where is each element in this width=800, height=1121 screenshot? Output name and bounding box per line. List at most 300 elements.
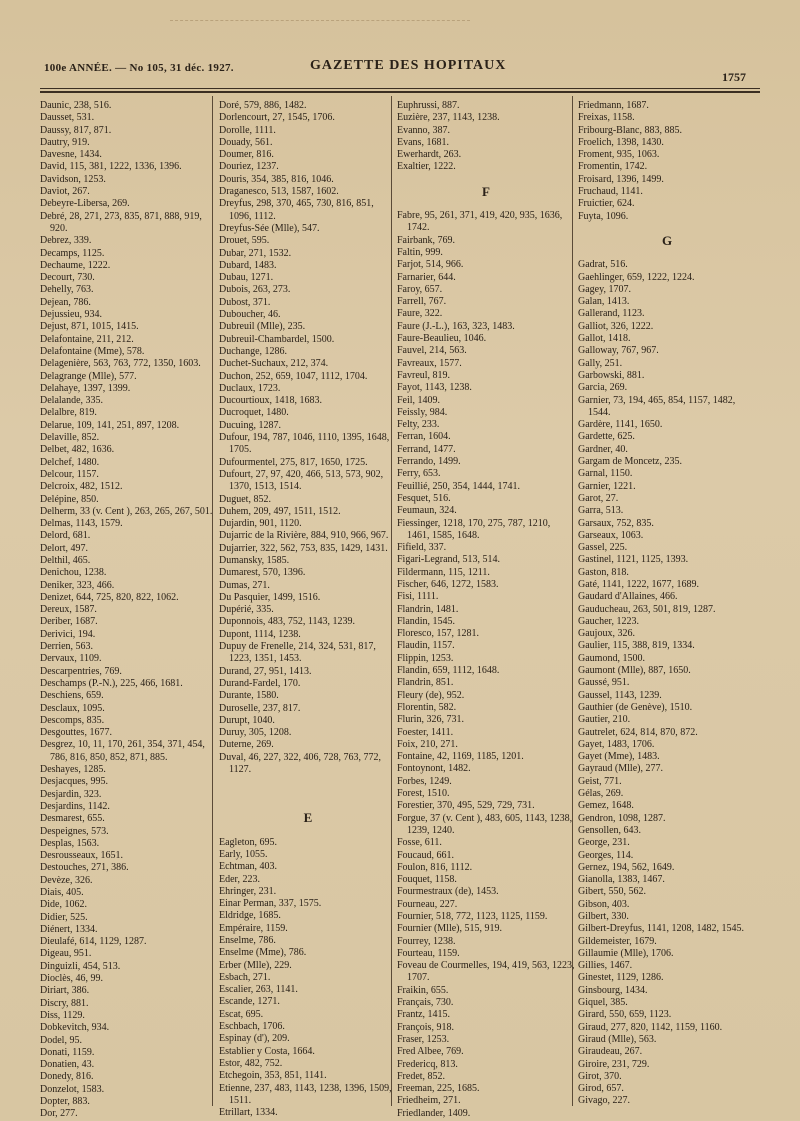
index-entry: Doré, 579, 886, 1482. <box>219 100 307 111</box>
index-entry: Fabre, 95, 261, 371, 419, 420, 935, 1636, 1742. <box>397 210 563 234</box>
index-entry: Esbach, 271. <box>219 971 271 983</box>
index-entry: Estor, 482, 752. <box>219 1057 283 1069</box>
index-entry: Dorlencourt, 27, 1545, 1706. <box>219 112 335 124</box>
index-entry: Gargam de Moncetz, 235. <box>578 456 682 468</box>
index-entry: Derivici, 194. <box>40 628 96 640</box>
index-entry: Freeman, 225, 1685. <box>397 1083 480 1095</box>
page-number: 1757 <box>722 70 746 84</box>
index-entry: Gaulier, 115, 388, 819, 1334. <box>578 640 695 652</box>
index-entry: Flaudin, 1157. <box>397 640 455 652</box>
index-entry: Ferrand, 1477. <box>397 443 456 455</box>
section-gap <box>219 825 397 837</box>
index-entry: Floresco, 157, 1281. <box>397 628 479 640</box>
index-entry: Garnier, 73, 194, 465, 854, 1157, 1482, 1544. <box>578 394 736 418</box>
index-entry: Fontoynont, 1482. <box>397 763 471 775</box>
index-entry: Fournier, 518, 772, 1123, 1125, 1159. <box>397 911 548 922</box>
index-entry: Gaussé, 951. <box>578 677 630 689</box>
index-entry: Establier y Costa, 1664. <box>219 1045 315 1057</box>
index-entry: Fesquet, 516. <box>397 492 451 504</box>
index-entry: Escande, 1271. <box>219 996 280 1008</box>
index-entry: Giroire, 231, 729. <box>578 1058 650 1070</box>
index-entry: Gayet (Mme), 1483. <box>578 751 660 763</box>
index-entry: Foester, 1411. <box>397 726 454 738</box>
index-entry: Douriez, 1237. <box>219 161 279 173</box>
index-entry: Gensollen, 643. <box>578 824 642 836</box>
index-entry: Gauducheau, 263, 501, 819, 1287. <box>578 603 716 615</box>
index-entry: Dausset, 531. <box>40 112 95 124</box>
index-entry: Dreyfus-Sée (Mlle), 547. <box>219 222 320 234</box>
index-entry: Gally, 251. <box>578 357 623 369</box>
index-entry: Dodel, 95. <box>40 1034 82 1046</box>
index-entry: Dubost, 371. <box>219 296 271 308</box>
index-entry: Devèze, 326. <box>40 874 93 886</box>
index-entry: Ferran, 1604. <box>397 431 451 443</box>
index-entry: Ewerhardt, 263. <box>397 149 462 161</box>
index-entry: Echtman, 403. <box>219 861 278 873</box>
index-entry: Debeyre-Libersa, 269. <box>40 198 130 210</box>
index-entry: Duguet, 852. <box>219 493 271 505</box>
section-gap <box>397 198 575 210</box>
index-entry: Decourt, 730. <box>40 272 95 284</box>
index-entry: Girard, 550, 659, 1123. <box>578 1009 672 1021</box>
index-entry: Douris, 354, 385, 816, 1046. <box>219 173 334 185</box>
index-entry: Flurin, 326, 731. <box>397 714 464 726</box>
index-entry: Derrien, 563. <box>40 641 94 653</box>
section-letter: G <box>661 232 673 248</box>
index-entry: Feil, 1409. <box>397 394 441 406</box>
index-entry: Durante, 1580. <box>219 690 279 702</box>
index-entry: Du Pasquier, 1499, 1516. <box>219 591 321 603</box>
index-entry: Français, 730. <box>397 997 454 1009</box>
index-entry: Donatien, 43. <box>40 1059 95 1071</box>
index-entry: Friedlander, 1409. <box>397 1107 471 1119</box>
index-entry: Daunic, 238, 516. <box>40 100 112 111</box>
index-entry: Delherm, 33 (v. Cent ), 263, 265, 267, 501. <box>40 505 213 517</box>
index-entry: Euzière, 237, 1143, 1238. <box>397 112 500 124</box>
index-entry: Gautier, 210. <box>578 714 631 726</box>
index-entry: Garsaux, 752, 835. <box>578 517 654 529</box>
index-entry: Delord, 681. <box>40 530 91 542</box>
index-entry: Gilbert-Dreyfus, 1141, 1208, 1482, 1545. <box>578 923 744 935</box>
index-entry: Giquel, 385. <box>578 997 628 1009</box>
index-entry: Davesne, 1434. <box>40 149 102 161</box>
index-entry: Garra, 513. <box>578 505 624 517</box>
index-entry: Delarue, 109, 141, 251, 897, 1208. <box>40 419 180 431</box>
index-entry: Gardère, 1141, 1650. <box>578 419 663 431</box>
index-entry: Forestier, 370, 495, 529, 729, 731. <box>397 800 535 812</box>
index-entry: Debré, 28, 271, 273, 835, 871, 888, 919, 920. <box>40 210 202 234</box>
index-entry: Dejean, 786. <box>40 296 91 308</box>
index-entry: Florentin, 582. <box>397 701 457 713</box>
index-entry: Desmarest, 655. <box>40 813 105 825</box>
index-entry: Fauvel, 214, 563. <box>397 345 467 357</box>
index-entry: Descomps, 835. <box>40 714 105 726</box>
index-entry: Galliot, 326, 1222. <box>578 320 654 332</box>
index-entry: Faure-Beaulieu, 1046. <box>397 333 487 345</box>
index-entry: Desrousseaux, 1651. <box>40 850 124 862</box>
index-entry: Dopter, 883. <box>40 1096 90 1108</box>
index-entry: Gilbert, 330. <box>578 911 629 922</box>
journal-title: GAZETTE DES HOPITAUX <box>310 58 507 73</box>
index-entry: Dieulafé, 614, 1129, 1287. <box>40 936 147 948</box>
index-entry: Dufourmentel, 275, 817, 1650, 1725. <box>219 456 368 468</box>
index-entry: Desplas, 1563. <box>40 837 100 849</box>
index-entry: Dor, 277. <box>40 1108 78 1120</box>
index-entry: Faure (J.-L.), 163, 323, 1483. <box>397 320 515 332</box>
index-entry: Garcia, 269. <box>578 382 628 394</box>
index-entry: Galloway, 767, 967. <box>578 345 659 357</box>
index-entry: Gaumond, 1500. <box>578 652 645 664</box>
index-entry: Dumarest, 570, 1396. <box>219 567 306 579</box>
index-entry: Delafontaine (Mme), 578. <box>40 345 145 357</box>
index-entry: Desjardin, 323. <box>40 788 102 800</box>
index-entry: Favreul, 819. <box>397 369 451 381</box>
index-entry: Denizet, 644, 725, 820, 822, 1062. <box>40 591 179 603</box>
index-entry: Ginestet, 1129, 1286. <box>578 972 664 984</box>
index-entry: Davidson, 1253. <box>40 173 106 185</box>
index-entry: Gernez, 194, 562, 1649. <box>578 861 675 873</box>
index-entry: Gautrelet, 624, 814, 870, 872. <box>578 726 698 738</box>
index-entry: Gadrat, 516. <box>578 259 628 271</box>
index-entry: Enselme, 786. <box>219 935 276 946</box>
index-entry: Fred Albee, 769. <box>397 1046 464 1058</box>
index-entry: Garseaux, 1063. <box>578 529 644 541</box>
index-entry: Dreyfus, 298, 370, 465, 730, 816, 851, 1096, 1112. <box>219 198 374 222</box>
index-entry: Deschamps (P.-N.), 225, 466, 1681. <box>40 677 183 689</box>
index-entry: Ducroquet, 1480. <box>219 407 289 419</box>
index-entry: Flippin, 1253. <box>397 652 454 664</box>
index-entry: Givago, 227. <box>578 1095 630 1107</box>
index-entry: Faltin, 999. <box>397 246 443 258</box>
index-entry: Delépine, 850. <box>40 493 99 505</box>
index-entry: Gagey, 1707. <box>578 283 631 295</box>
index-entry: Flandin, 659, 1112, 1648. <box>397 665 500 677</box>
index-entry: Drouet, 595. <box>219 235 270 247</box>
index-entry: Duruy, 305, 1208. <box>219 727 292 739</box>
index-entry: Delbet, 482, 1636. <box>40 444 115 456</box>
index-entry: Fayot, 1143, 1238. <box>397 382 472 394</box>
index-entry: Fouquet, 1158. <box>397 874 457 886</box>
index-entry: Etchegoin, 353, 851, 1141. <box>219 1070 327 1082</box>
index-entry: Gauthier (de Genève), 1510. <box>578 701 693 713</box>
index-entry: Garnier, 1221. <box>578 480 636 492</box>
index-entry: Gaté, 1141, 1222, 1677, 1689. <box>578 578 700 590</box>
index-entry: Daviot, 267. <box>40 186 90 198</box>
section-gap <box>578 247 756 259</box>
index-entry: Desclaux, 1095. <box>40 702 105 714</box>
index-entry: Despeignes, 573. <box>40 825 109 837</box>
index-entry: Foveau de Courmelles, 194, 419, 563, 1223, 1707. <box>397 960 575 984</box>
index-entry: Dufourt, 27, 97, 420, 466, 513, 573, 902, 1370, 1513, 1514. <box>219 468 384 493</box>
index-entry: Gardette, 625. <box>578 431 635 443</box>
index-entry: Duclaux, 1723. <box>219 382 281 394</box>
index-entry: Delmas, 1143, 1579. <box>40 518 123 530</box>
index-entry: Daussy, 817, 871. <box>40 124 112 136</box>
index-entry: Empéraire, 1159. <box>219 922 288 934</box>
index-entry: Fosse, 611. <box>397 837 442 849</box>
index-entry: Foix, 210, 271. <box>397 738 458 750</box>
index-entry: Gastinel, 1121, 1125, 1393. <box>578 554 689 566</box>
index-entry: Fairbank, 769. <box>397 234 456 246</box>
index-entry: Dubreuil (Mlle), 235. <box>219 321 306 333</box>
index-entry: Gemez, 1648. <box>578 800 634 812</box>
index-entry: Fruchaud, 1141. <box>578 186 643 198</box>
index-entry: Douady, 561. <box>219 136 273 148</box>
index-entry: Dinguizli, 454, 513. <box>40 960 121 972</box>
index-entry: Gendron, 1098, 1287. <box>578 812 666 824</box>
index-entry: Delchef, 1480. <box>40 456 100 468</box>
index-entry: Fildermann, 115, 1211. <box>397 566 490 578</box>
index-entry: Delthil, 465. <box>40 554 91 566</box>
index-entry: Delalande, 335. <box>40 395 104 407</box>
index-entry: Desjardins, 1142. <box>40 800 110 812</box>
index-column-2 <box>219 100 397 1119</box>
index-entry: Gaujoux, 326. <box>578 628 635 640</box>
index-entry: Donzelot, 1583. <box>40 1083 105 1095</box>
section-letter: E <box>303 810 313 826</box>
index-entry: Descarpentries, 769. <box>40 665 122 677</box>
index-entry: Delcroix, 482, 1512. <box>40 481 123 493</box>
index-entry: Delagenière, 563, 763, 772, 1350, 1603. <box>40 358 201 370</box>
index-entry: Diriart, 386. <box>40 985 90 997</box>
index-entry: Gallerand, 1123. <box>578 308 645 320</box>
index-entry: Geist, 771. <box>578 775 622 787</box>
index-entry: Foucaud, 661. <box>397 849 454 861</box>
index-entry: Duterne, 269. <box>219 739 274 751</box>
index-entry: Fuyta, 1096. <box>578 210 629 222</box>
index-entry: Dervaux, 1109. <box>40 653 102 665</box>
index-entry: Gélas, 269. <box>578 788 624 800</box>
index-entry: Fournier (Mlle), 515, 919. <box>397 923 502 935</box>
index-entry: Ehringer, 231. <box>219 885 277 897</box>
index-entry: Flandrin, 851. <box>397 677 454 689</box>
index-entry: Diénert, 1334. <box>40 923 98 935</box>
index-entry: Deniker, 323, 466. <box>40 579 115 591</box>
index-entry: Duchon, 252, 659, 1047, 1112, 1704. <box>219 370 368 382</box>
index-entry: François, 918. <box>397 1021 454 1033</box>
index-entry: Friedheim, 271. <box>397 1095 461 1107</box>
index-entry: Duboucher, 46. <box>219 309 281 321</box>
index-entry: Fourmestraux (de), 1453. <box>397 886 499 898</box>
index-entry: Fourrey, 1238. <box>397 935 456 947</box>
index-entry: Debrez, 339. <box>40 235 92 247</box>
index-entry: Fourneau, 227. <box>397 898 458 910</box>
section-gap <box>219 776 397 812</box>
index-entry: Feumaun, 324. <box>397 505 457 517</box>
index-entry: Denichou, 1238. <box>40 567 107 579</box>
index-entry: Feuillié, 250, 354, 1444, 1741. <box>397 480 521 492</box>
index-entry: Fischer, 646, 1272, 1583. <box>397 578 499 590</box>
index-entry: Destouches, 271, 386. <box>40 862 129 874</box>
index-entry: Donedy, 816. <box>40 1071 94 1083</box>
index-entry: Gaucher, 1223. <box>578 615 639 627</box>
index-entry: Fontaine, 42, 1169, 1185, 1201. <box>397 751 524 763</box>
index-entry: Gianolla, 1383, 1467. <box>578 874 665 886</box>
index-column-1 <box>40 100 218 1121</box>
index-entry: Girod, 657. <box>578 1083 624 1095</box>
index-entry: Gillies, 1467. <box>578 960 633 972</box>
index-entry: Forest, 1510. <box>397 788 450 800</box>
index-entry: Dereux, 1587. <box>40 604 97 616</box>
index-entry: Giraudeau, 267. <box>578 1046 643 1058</box>
index-entry: David, 115, 381, 1222, 1336, 1396. <box>40 161 182 173</box>
index-entry: George, 231. <box>578 837 630 849</box>
index-entry: Dobkevitch, 934. <box>40 1022 110 1034</box>
index-entry: Dechaume, 1222. <box>40 259 111 271</box>
section-letter: F <box>482 183 490 199</box>
index-entry: Gildemeister, 1679. <box>578 935 657 947</box>
index-entry: Evanno, 387. <box>397 124 451 136</box>
index-entry: Felty, 233. <box>397 419 440 431</box>
index-entry: Durupt, 1040. <box>219 714 275 726</box>
index-entry: Foulon, 816, 1112. <box>397 861 473 873</box>
index-entry: Dejust, 871, 1015, 1415. <box>40 321 139 333</box>
index-entry: Exaltier, 1222. <box>397 161 456 173</box>
index-entry: Frantz, 1415. <box>397 1009 451 1021</box>
index-entry: Etienne, 237, 483, 1143, 1238, 1396, 1509, 1511. <box>219 1082 392 1106</box>
index-entry: Dumas, 271. <box>219 579 270 591</box>
index-entry: Digeau, 951. <box>40 948 92 960</box>
index-entry: Fleury (de), 952. <box>397 689 465 701</box>
index-entry: Girot, 370. <box>578 1070 622 1082</box>
index-entry: Flandin, 1545. <box>397 615 456 627</box>
index-entry: Eder, 223. <box>219 873 260 885</box>
index-entry: Enselme (Mme), 786. <box>219 947 307 959</box>
index-entry: Diais, 405. <box>40 887 84 898</box>
index-entry: Deriber, 1687. <box>40 616 98 628</box>
index-entry: Delalbre, 819. <box>40 407 97 419</box>
index-entry: Fraikin, 655. <box>397 984 449 996</box>
index-entry: Ducourtioux, 1418, 1683. <box>219 395 323 407</box>
index-entry: Discry, 881. <box>40 997 89 1009</box>
index-entry: Delaville, 852. <box>40 432 100 444</box>
index-entry: Froment, 935, 1063. <box>578 149 660 161</box>
index-entry: Duhem, 209, 497, 1511, 1512. <box>219 505 341 517</box>
index-entry: Gardner, 40. <box>578 443 628 455</box>
index-entry: Dorolle, 1111. <box>219 124 276 136</box>
index-entry: Ducuing, 1287. <box>219 419 281 431</box>
index-entry: Favreaux, 1577. <box>397 357 462 369</box>
index-entry: Dubard, 1483. <box>219 259 277 271</box>
index-entry: Ginsbourg, 1434. <box>578 984 648 996</box>
index-entry: Flandrin, 1481. <box>397 603 459 615</box>
index-entry: Dejussieu, 934. <box>40 309 102 321</box>
index-entry: Dujardin, 901, 1120. <box>219 518 302 530</box>
index-entry: Dupuy de Frenelle, 214, 324, 531, 817, 1223, 1351, 1453. <box>219 641 376 665</box>
index-entry: Escalier, 263, 1141. <box>219 984 298 996</box>
index-entry: Decamps, 1125. <box>40 247 105 259</box>
index-entry: Durand, 27, 951, 1413. <box>219 665 312 677</box>
page-header <box>0 52 800 82</box>
index-entry: Duchet-Suchaux, 212, 374. <box>219 358 329 370</box>
index-entry: Feissly, 984. <box>397 406 448 418</box>
index-entry: Euphrussi, 887. <box>397 100 460 111</box>
index-entry: Delort, 497. <box>40 542 89 554</box>
index-entry: Doumer, 816. <box>219 149 274 161</box>
index-entry: Faure, 322. <box>397 308 443 320</box>
index-entry: Fribourg-Blanc, 883, 885. <box>578 124 682 136</box>
index-entry: Fiessinger, 1218, 170, 275, 787, 1210, 1461, 1585, 1648. <box>397 517 551 541</box>
index-entry: Froisard, 1396, 1499. <box>578 173 664 185</box>
index-entry: Einar Perman, 337, 1575. <box>219 898 322 910</box>
index-entry: Fisi, 1111. <box>397 591 439 603</box>
index-entry: Fourteau, 1159. <box>397 947 460 959</box>
index-entry: Desjacques, 995. <box>40 776 109 788</box>
index-entry: Gibert, 550, 562. <box>578 886 647 898</box>
index-entry: Donati, 1159. <box>40 1046 95 1058</box>
index-entry: Figari-Legrand, 513, 514. <box>397 554 501 566</box>
index-entry: Gaudard d'Allaines, 466. <box>578 591 678 603</box>
index-entry: Delafontaine, 211, 212. <box>40 333 134 345</box>
index-entry: Gibson, 403. <box>578 898 630 910</box>
index-entry: Dujarric de la Rivière, 884, 910, 966, 967. <box>219 530 389 542</box>
index-entry: Forgue, 37 (v. Cent ), 483, 605, 1143, 1238, 1239, 1240. <box>397 812 573 836</box>
index-entry: Gayet, 1483, 1706. <box>578 738 655 750</box>
index-entry: Eschbach, 1706. <box>219 1021 285 1033</box>
index-entry: Friedmann, 1687. <box>578 100 649 111</box>
header-rule <box>40 88 760 89</box>
index-entry: Gayraud (Mlle), 277. <box>578 763 663 775</box>
index-entry: Delagrange (Mlle), 577. <box>40 370 137 382</box>
index-entry: Farjot, 514, 966. <box>397 259 464 271</box>
index-entry: Eldridge, 1685. <box>219 910 281 922</box>
index-entry: Forbes, 1249. <box>397 775 452 787</box>
index-entry: Delcour, 1157. <box>40 468 99 480</box>
index-entry: Duroselle, 237, 817. <box>219 702 301 714</box>
index-entry: Dehelly, 763. <box>40 284 94 296</box>
index-entry: Desgrez, 10, 11, 170, 261, 354, 371, 454, 786, 816, 850, 852, 871, 885. <box>40 739 205 763</box>
index-entry: Fredericq, 813. <box>397 1058 458 1070</box>
index-entry: Farnarier, 644. <box>397 271 456 283</box>
index-entry: Gassel, 225. <box>578 542 628 554</box>
header-rule-thick <box>40 91 760 93</box>
index-entry: Durand-Fardel, 170. <box>219 677 301 689</box>
index-entry: Dufour, 194, 787, 1046, 1110, 1395, 1648, 1705. <box>219 432 390 456</box>
index-entry: Dubar, 271, 1532. <box>219 247 292 259</box>
index-entry: Gallot, 1418. <box>578 333 631 345</box>
index-entry: Erber (Mlle), 229. <box>219 959 292 971</box>
index-entry: Giraud (Mlle), 563. <box>578 1033 657 1045</box>
index-entry: Garnal, 1150. <box>578 468 633 480</box>
issue-line: 100e ANNÉE. — No 105, 31 déc. 1927. <box>44 62 234 74</box>
index-entry: Freixas, 1158. <box>578 112 635 124</box>
index-entry: Draganesco, 513, 1587, 1602. <box>219 186 339 198</box>
index-entry: Desgouttes, 1677. <box>40 727 112 739</box>
index-column-3 <box>397 100 575 1120</box>
index-entry: Fredet, 852. <box>397 1070 446 1082</box>
index-entry: Ferry, 653. <box>397 468 441 480</box>
index-entry: Didier, 525. <box>40 911 88 923</box>
index-entry: Espinay (d'), 209. <box>219 1033 290 1045</box>
index-entry: Gaston, 818. <box>578 566 629 578</box>
index-entry: Galan, 1413. <box>578 296 630 308</box>
index-entry: Fifield, 337. <box>397 542 447 554</box>
index-entry: Fraser, 1253. <box>397 1033 450 1045</box>
index-entry: Gaumont (Mlle), 887, 1650. <box>578 665 691 677</box>
index-entry: Farrell, 767. <box>397 296 447 308</box>
index-entry: Froelich, 1398, 1430. <box>578 136 664 148</box>
index-entry: Dujarrier, 322, 562, 753, 835, 1429, 1431. <box>219 542 388 554</box>
index-entry: Diss, 1129. <box>40 1009 85 1021</box>
index-entry: Gaehlinger, 659, 1222, 1224. <box>578 271 695 283</box>
index-entry: Escat, 695. <box>219 1008 264 1020</box>
index-entry: Dumansky, 1585. <box>219 554 290 566</box>
index-entry: Dubau, 1271. <box>219 272 274 284</box>
index-entry: Dioclès, 46, 99. <box>40 973 104 985</box>
index-entry: Ferrando, 1499. <box>397 456 461 468</box>
index-entry: Duponnois, 483, 752, 1143, 1239. <box>219 616 356 628</box>
index-entry: Dubreuil-Chambardel, 1500. <box>219 333 335 345</box>
